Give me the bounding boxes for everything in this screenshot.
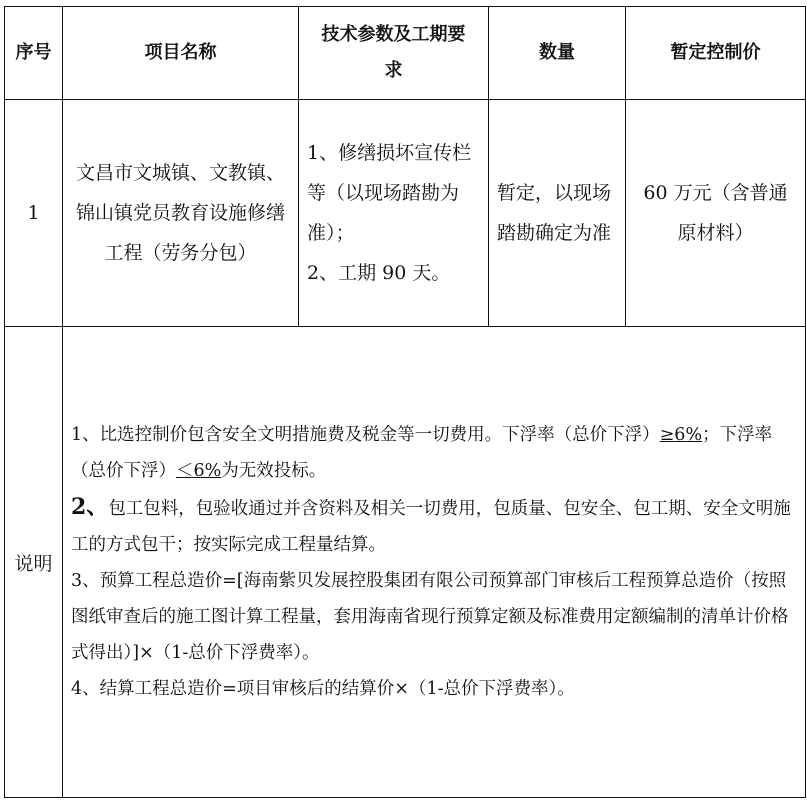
note-1-threshold-invalid: ＜6%: [176, 461, 222, 481]
notes-row: [5, 327, 806, 798]
cell-price: 60 万元（含普通原材料）: [626, 100, 806, 327]
header-price: 暂定控制价: [626, 7, 806, 100]
header-name: 项目名称: [63, 7, 299, 100]
tech-item-2: 2、工期 90 天。: [307, 262, 451, 284]
cell-quantity: 暂定，以现场踏勘确定为准: [489, 100, 626, 327]
header-tech: 技术参数及工期要求: [299, 7, 489, 100]
tech-item-1: 1、修缮损坏宣传栏等（以现场踏勘为准）；: [307, 142, 472, 244]
header-qty: 数量: [489, 7, 626, 100]
notes-content: [63, 327, 806, 798]
note-3: 3、预算工程总造价=[海南紫贝发展控股集团有限公司预算部门审核后工程预算总造价（按照图纸审查后的施工图计算工程量，套用海南省现行预算定额及标准费用定额编制的清单计价格式得出）]×（1-总价下浮费率）。: [71, 571, 789, 663]
note-1: 1、比选控制价包含安全文明措施费及税金等一切费用。下浮率（总价下浮）≥6%；下浮率（总价下浮）＜6%为无效投标。: [71, 425, 773, 481]
cell-tech-params: [299, 100, 489, 327]
note-1-threshold-valid: ≥6%: [659, 425, 703, 445]
spec-table: [4, 6, 806, 798]
notes-label: 说明: [5, 327, 63, 798]
header-row: [5, 7, 806, 100]
header-index: 序号: [5, 7, 63, 100]
note-2: 2、包工包料，包验收通过并含资料及相关一切费用，包质量、包安全、包工期、安全文明施工的方式包干；按实际完成工程量结算。: [71, 494, 791, 555]
cell-index: 1: [5, 100, 63, 327]
note-4: 4、结算工程总造价=项目审核后的结算价×（1-总价下浮费率）。: [71, 679, 575, 699]
table-row: [5, 100, 806, 327]
cell-project-name: 文昌市文城镇、文教镇、锦山镇党员教育设施修缮工程（劳务分包）: [63, 100, 299, 327]
